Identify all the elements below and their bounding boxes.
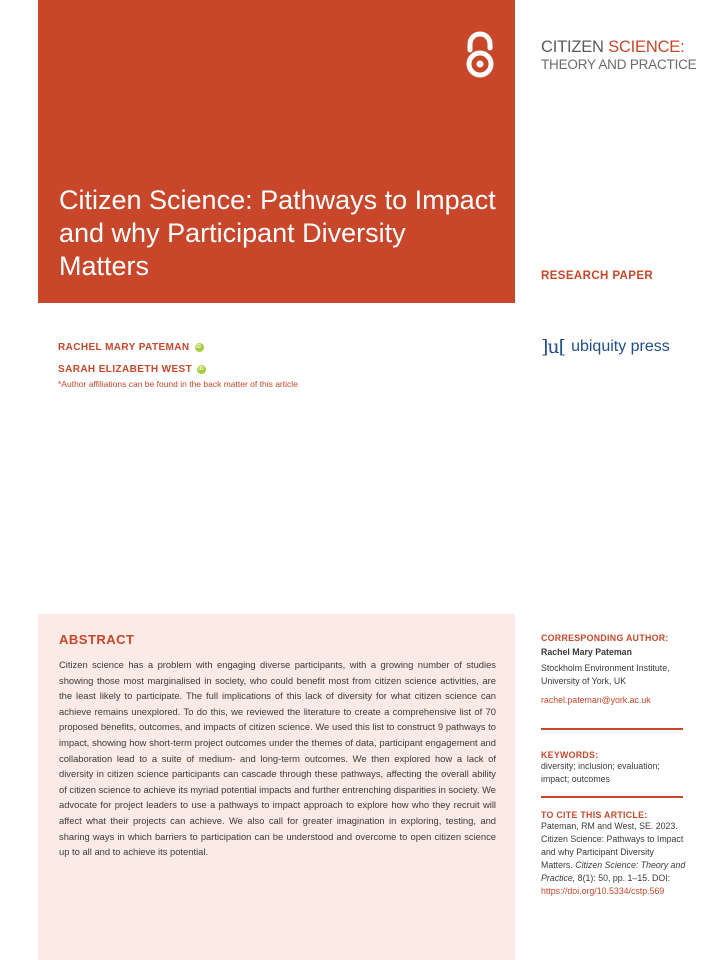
- abstract-heading: ABSTRACT: [59, 632, 135, 647]
- citation-block: [541, 810, 686, 898]
- keywords-heading: KEYWORDS:: [541, 750, 599, 760]
- corresponding-heading: CORRESPONDING AUTHOR:: [541, 633, 669, 643]
- keywords-block: [541, 750, 686, 786]
- author-name: SARAH ELIZABETH WEST: [58, 363, 193, 375]
- abstract-text: Citizen science has a problem with engaging diverse participants, with a growing number of studies showing those most marginalised in society, who could benefit most from citizen science activities, are the least likely to participate. The full implications of this lack of diversity for what citizen science can achieve remains unexplored. To do this, we reviewed the literature to create a comprehensive list of 70 proposed benefits, outcomes, and impacts of citizen science. We used this list to construct 9 pathways to impact, showing how short-term project outcomes under the themes of data, participant engagement and collaboration lead to a suite of medium- and long-term outcomes. We then explored how a lack of diversity in citizen science participants can cascade through these pathways, affecting the overall ability of citizen science to achieve its myriad potential impacts and further entrenching disparities in society. We advocate for project leaders to use a pathways to impact approach to explore how who they recruit will affect what their projects can achieve. We also call for greater imagination in exploring, testing, and sharing ways in which barriers to participation can be understood and overcome to open citizen science up to all and to achieve its potential.: [59, 659, 496, 858]
- citation-text-after: 8(1): 50, pp. 1–15. DOI:: [575, 873, 671, 883]
- doi-link[interactable]: https://doi.org/10.5334/cstp.569: [541, 886, 665, 896]
- citation-text: [541, 820, 686, 898]
- citation-journal: Citizen Science: Theory and Practice,: [541, 860, 686, 883]
- open-access-icon: [462, 30, 498, 80]
- publisher-logo[interactable]: [541, 336, 670, 358]
- author-list: [58, 336, 206, 380]
- author-item: [58, 336, 206, 358]
- affiliation-note: *Author affiliations can be found in the back matter of this article: [58, 379, 298, 389]
- abstract-section: [38, 614, 515, 960]
- corresponding-author-block: [541, 633, 686, 705]
- ubiquity-logo-icon: ]u[: [541, 336, 566, 358]
- citation-text-before: Pateman, RM and West, SE. 2023. Citizen Science: Pathways to Impact and why Participant Diversity Matters.: [541, 821, 684, 870]
- article-title: Citizen Science: Pathways to Impact and why Participant Diversity Matters: [59, 185, 496, 281]
- journal-name-part2: SCIENCE:: [608, 38, 685, 56]
- orcid-icon[interactable]: [197, 365, 206, 374]
- title-banner: [38, 0, 515, 303]
- publisher-name: ubiquity press: [571, 338, 670, 355]
- journal-subtitle: THEORY AND PRACTICE: [541, 57, 697, 72]
- paper-type-label: RESEARCH PAPER: [541, 270, 654, 282]
- divider: [541, 796, 683, 798]
- keywords-text: diversity; inclusion; evaluation; impact; outcomes: [541, 761, 660, 784]
- citation-heading: TO CITE THIS ARTICLE:: [541, 810, 648, 820]
- corresponding-affiliation: Stockholm Environment Institute, University of York, UK: [541, 663, 670, 686]
- journal-name-part1: CITIZEN: [541, 38, 609, 56]
- divider: [541, 728, 683, 730]
- corresponding-name: Rachel Mary Pateman: [541, 647, 632, 657]
- orcid-icon[interactable]: [195, 343, 204, 352]
- author-item: [58, 358, 206, 380]
- author-name: RACHEL MARY PATEMAN: [58, 341, 190, 353]
- corresponding-email-link[interactable]: rachel.pateman@york.ac.uk: [541, 695, 651, 705]
- journal-name: [541, 38, 711, 74]
